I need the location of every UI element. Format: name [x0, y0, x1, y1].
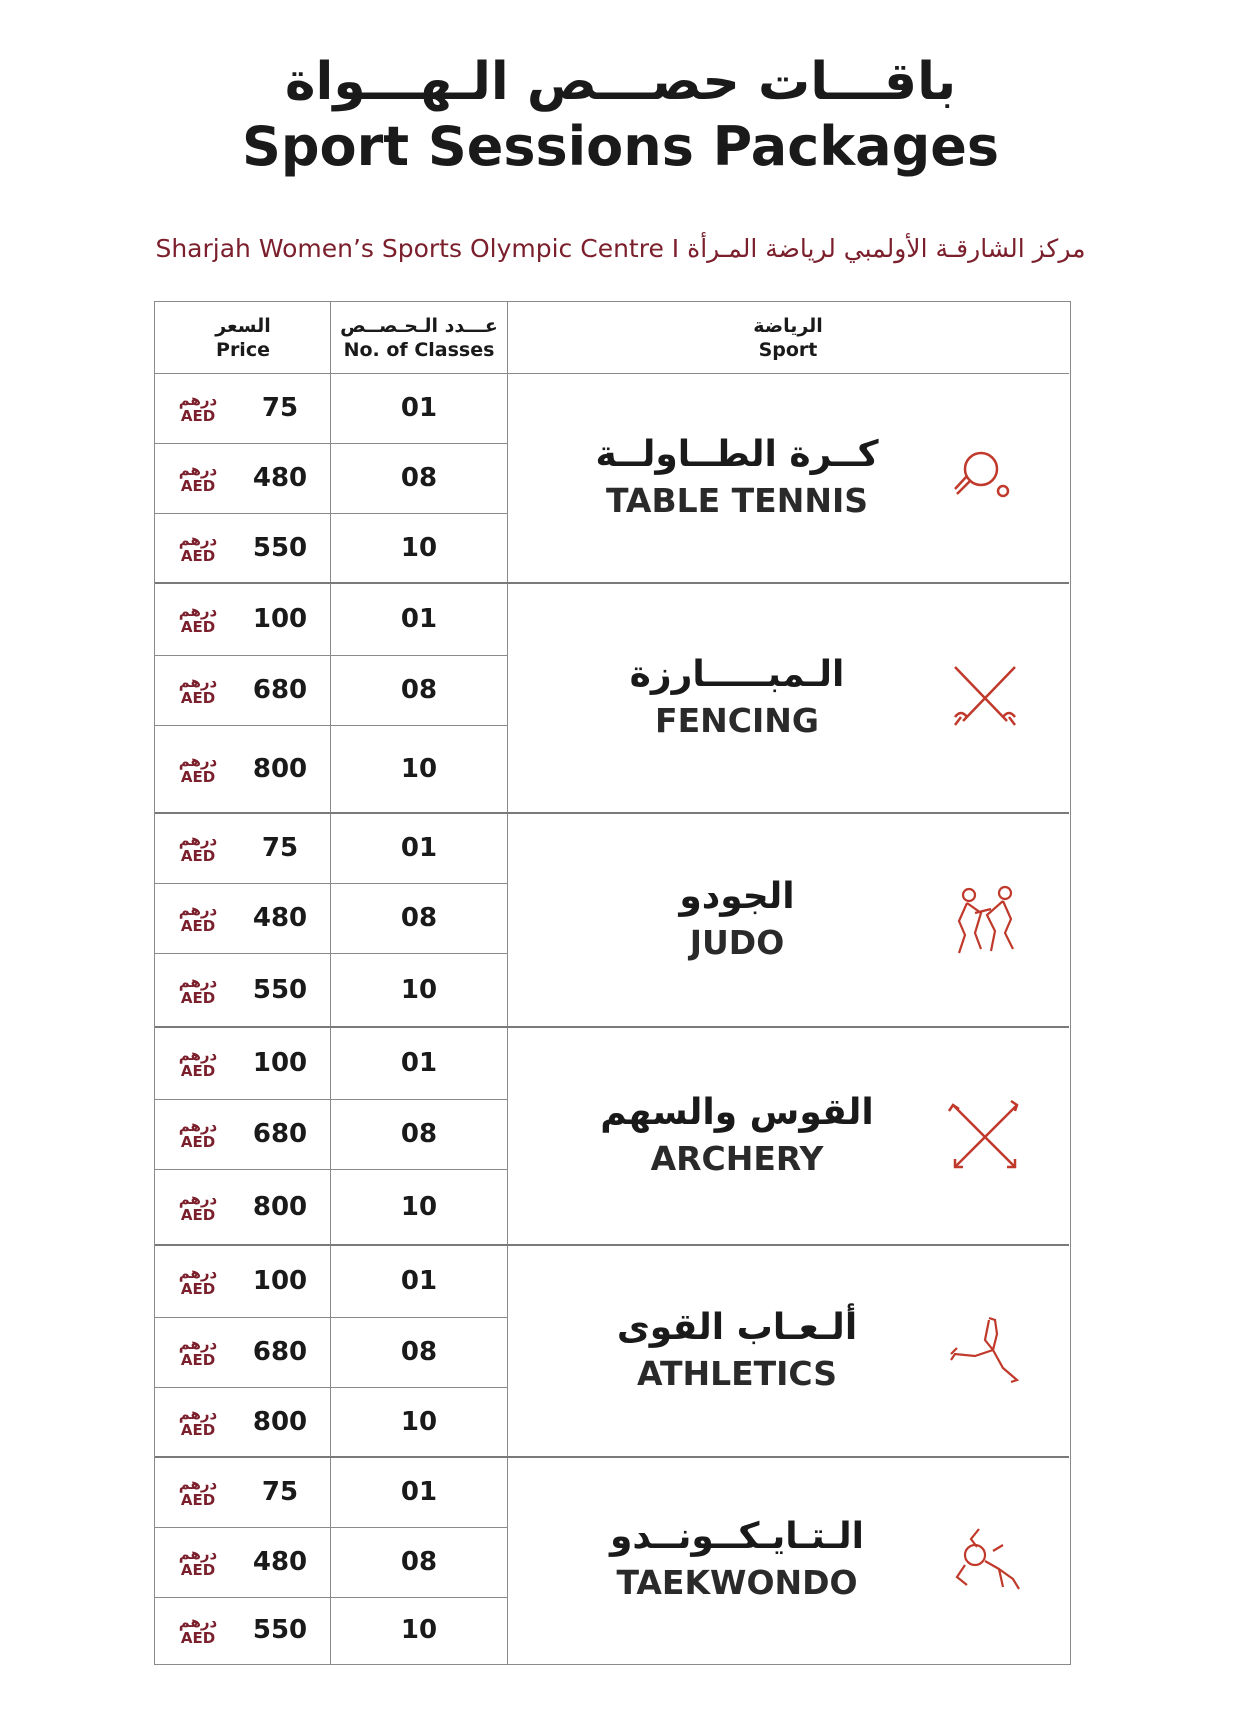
currency-label	[173, 1265, 223, 1297]
currency-ar: درهم	[178, 901, 218, 919]
currency-ar: درهم	[178, 461, 218, 479]
price-value: 75	[261, 393, 299, 423]
table-row	[155, 814, 507, 884]
price-value: 480	[252, 903, 308, 933]
table-row	[155, 884, 507, 954]
currency-label	[173, 1118, 223, 1150]
athletics-icon	[945, 1312, 1025, 1392]
table-row	[155, 1100, 507, 1170]
sport-name-ar: الجودو	[679, 876, 795, 917]
price-value: 550	[252, 1614, 308, 1645]
price-value: 550	[252, 533, 308, 563]
price-header	[155, 302, 331, 374]
sport-name-en: TAEKWONDO	[616, 1562, 858, 1602]
price-value: 100	[252, 1048, 308, 1078]
price-value: 100	[252, 604, 308, 634]
table-row	[155, 1388, 507, 1458]
currency-en: AED	[180, 1280, 216, 1298]
currency-label	[173, 753, 223, 785]
currency-ar: درهم	[178, 1405, 218, 1423]
sport-name-en: ARCHERY	[650, 1139, 824, 1178]
currency-en: AED	[180, 1628, 216, 1647]
price-value: 75	[261, 1477, 299, 1507]
currency-ar: درهم	[178, 1545, 218, 1563]
classes-value: 01	[400, 1477, 438, 1507]
archery-icon	[945, 1097, 1025, 1177]
currency-ar: درهم	[178, 1264, 218, 1282]
classes-value: 10	[400, 975, 438, 1005]
sport-header-en: Sport	[758, 338, 818, 361]
currency-label	[173, 1047, 223, 1079]
currency-label	[173, 1614, 223, 1646]
table-row	[155, 1458, 507, 1528]
classes-value: 01	[400, 1266, 438, 1296]
currency-label	[173, 902, 223, 934]
currency-ar: درهم	[178, 1612, 218, 1631]
currency-en: AED	[180, 1133, 216, 1151]
page-title: Sport Sessions Packages	[241, 115, 1000, 178]
currency-label	[173, 1406, 223, 1438]
classes-header-ar: عـــدد الـحـصــص	[340, 314, 498, 337]
classes-value: 01	[400, 1048, 438, 1078]
currency-en: AED	[180, 1062, 216, 1080]
currency-en: AED	[180, 1491, 216, 1509]
price-value: 800	[252, 1407, 308, 1437]
sport-group-fencing	[155, 584, 1069, 814]
classes-value: 10	[400, 754, 438, 784]
sport-name-ar: الـتـايـكــونــدو	[610, 1515, 864, 1557]
table-tennis-icon	[945, 439, 1025, 519]
sport-group-athletics	[155, 1246, 1069, 1458]
currency-en: AED	[180, 768, 216, 786]
classes-header-en: No. of Classes	[343, 338, 495, 361]
table-row	[155, 1170, 507, 1246]
classes-value: 08	[400, 675, 438, 705]
currency-ar: درهم	[178, 673, 218, 691]
sport-name-ar: ألـعـاب القوى	[616, 1307, 858, 1348]
classes-header	[331, 302, 507, 374]
price-value: 100	[252, 1266, 308, 1296]
price-value: 680	[252, 1337, 308, 1367]
currency-ar: درهم	[178, 602, 218, 620]
classes-value: 01	[400, 604, 438, 634]
sport-group-taekwondo	[155, 1458, 1069, 1663]
classes-value: 08	[400, 1119, 438, 1149]
currency-ar: درهم	[178, 531, 218, 549]
currency-label	[173, 832, 223, 864]
price-value: 550	[252, 975, 308, 1005]
table-row	[155, 726, 507, 814]
currency-label	[173, 974, 223, 1006]
price-value: 75	[261, 833, 299, 863]
currency-ar: درهم	[178, 1475, 218, 1493]
currency-en: AED	[180, 847, 216, 865]
classes-value: 01	[400, 393, 438, 423]
taekwondo-icon	[945, 1521, 1025, 1601]
currency-ar: درهم	[178, 973, 218, 991]
currency-label	[173, 392, 223, 424]
currency-en: AED	[180, 917, 216, 935]
sport-group-archery	[155, 1028, 1069, 1246]
judo-icon	[945, 881, 1025, 961]
sport-group-table-tennis	[155, 374, 1069, 584]
table-row	[155, 1528, 507, 1598]
table-row	[155, 1318, 507, 1388]
classes-value: 08	[400, 1547, 438, 1577]
currency-ar: درهم	[178, 1190, 218, 1208]
price-header-en: Price	[216, 338, 270, 361]
currency-label	[173, 1336, 223, 1368]
currency-ar: درهم	[178, 752, 218, 770]
classes-value: 01	[400, 833, 438, 863]
table-row	[155, 1246, 507, 1318]
currency-en: AED	[180, 1206, 216, 1224]
table-row	[155, 954, 507, 1028]
currency-label	[173, 1476, 223, 1508]
currency-en: AED	[180, 1561, 216, 1579]
sport-name-ar: القوس والسهم	[600, 1092, 874, 1133]
page-title-arabic: باقـــات حصـــص الـهـــواة	[284, 52, 957, 112]
price-value: 800	[252, 754, 308, 784]
price-value: 480	[252, 463, 308, 493]
currency-ar: درهم	[178, 1335, 218, 1353]
currency-en: AED	[180, 689, 216, 707]
table-row	[155, 1028, 507, 1100]
classes-value: 10	[400, 1407, 438, 1437]
currency-ar: درهم	[178, 831, 218, 849]
currency-label	[173, 603, 223, 635]
currency-label	[173, 532, 223, 564]
sport-name-en: JUDO	[689, 923, 785, 962]
currency-label	[173, 1191, 223, 1223]
table-row	[155, 514, 507, 584]
classes-value: 10	[400, 1614, 438, 1645]
sport-name-en: FENCING	[655, 701, 819, 740]
price-value: 680	[252, 1119, 308, 1149]
page-subtitle: Sharjah Women’s Sports Olympic Centre I مركز الشارقـة الأولمبي لرياضة المـرأة	[155, 234, 1086, 263]
table-row	[155, 1598, 507, 1663]
currency-ar: درهم	[178, 391, 218, 409]
currency-en: AED	[180, 1421, 216, 1439]
classes-value: 08	[400, 903, 438, 933]
currency-label	[173, 1546, 223, 1578]
sport-name-en: ATHLETICS	[636, 1354, 838, 1393]
price-header-ar: السعر	[215, 314, 271, 337]
sport-header	[507, 302, 1069, 374]
sport-name-ar: الـمبـــــارزة	[629, 654, 845, 695]
currency-label	[173, 674, 223, 706]
table-row	[155, 584, 507, 656]
table-row	[155, 444, 507, 514]
currency-en: AED	[180, 1351, 216, 1369]
currency-en: AED	[180, 477, 216, 495]
currency-label	[173, 462, 223, 494]
sport-header-ar: الرياضة	[753, 314, 823, 337]
sport-name-en: TABLE TENNIS	[605, 481, 869, 520]
price-value: 680	[252, 675, 308, 705]
table-row	[155, 374, 507, 444]
sport-group-judo	[155, 814, 1069, 1028]
sport-name-ar: كــرة الطــاولــة	[595, 434, 879, 475]
classes-value: 08	[400, 1337, 438, 1367]
currency-ar: درهم	[178, 1046, 218, 1064]
price-value: 800	[252, 1192, 308, 1222]
currency-ar: درهم	[178, 1117, 218, 1135]
classes-value: 08	[400, 463, 438, 493]
packages-table	[154, 301, 1071, 1665]
classes-value: 10	[400, 1192, 438, 1222]
currency-en: AED	[180, 547, 216, 565]
currency-en: AED	[180, 618, 216, 636]
table-row	[155, 656, 507, 726]
classes-value: 10	[400, 533, 438, 563]
price-value: 480	[252, 1547, 308, 1577]
fencing-icon	[945, 659, 1025, 739]
currency-en: AED	[180, 407, 216, 425]
currency-en: AED	[180, 989, 216, 1007]
